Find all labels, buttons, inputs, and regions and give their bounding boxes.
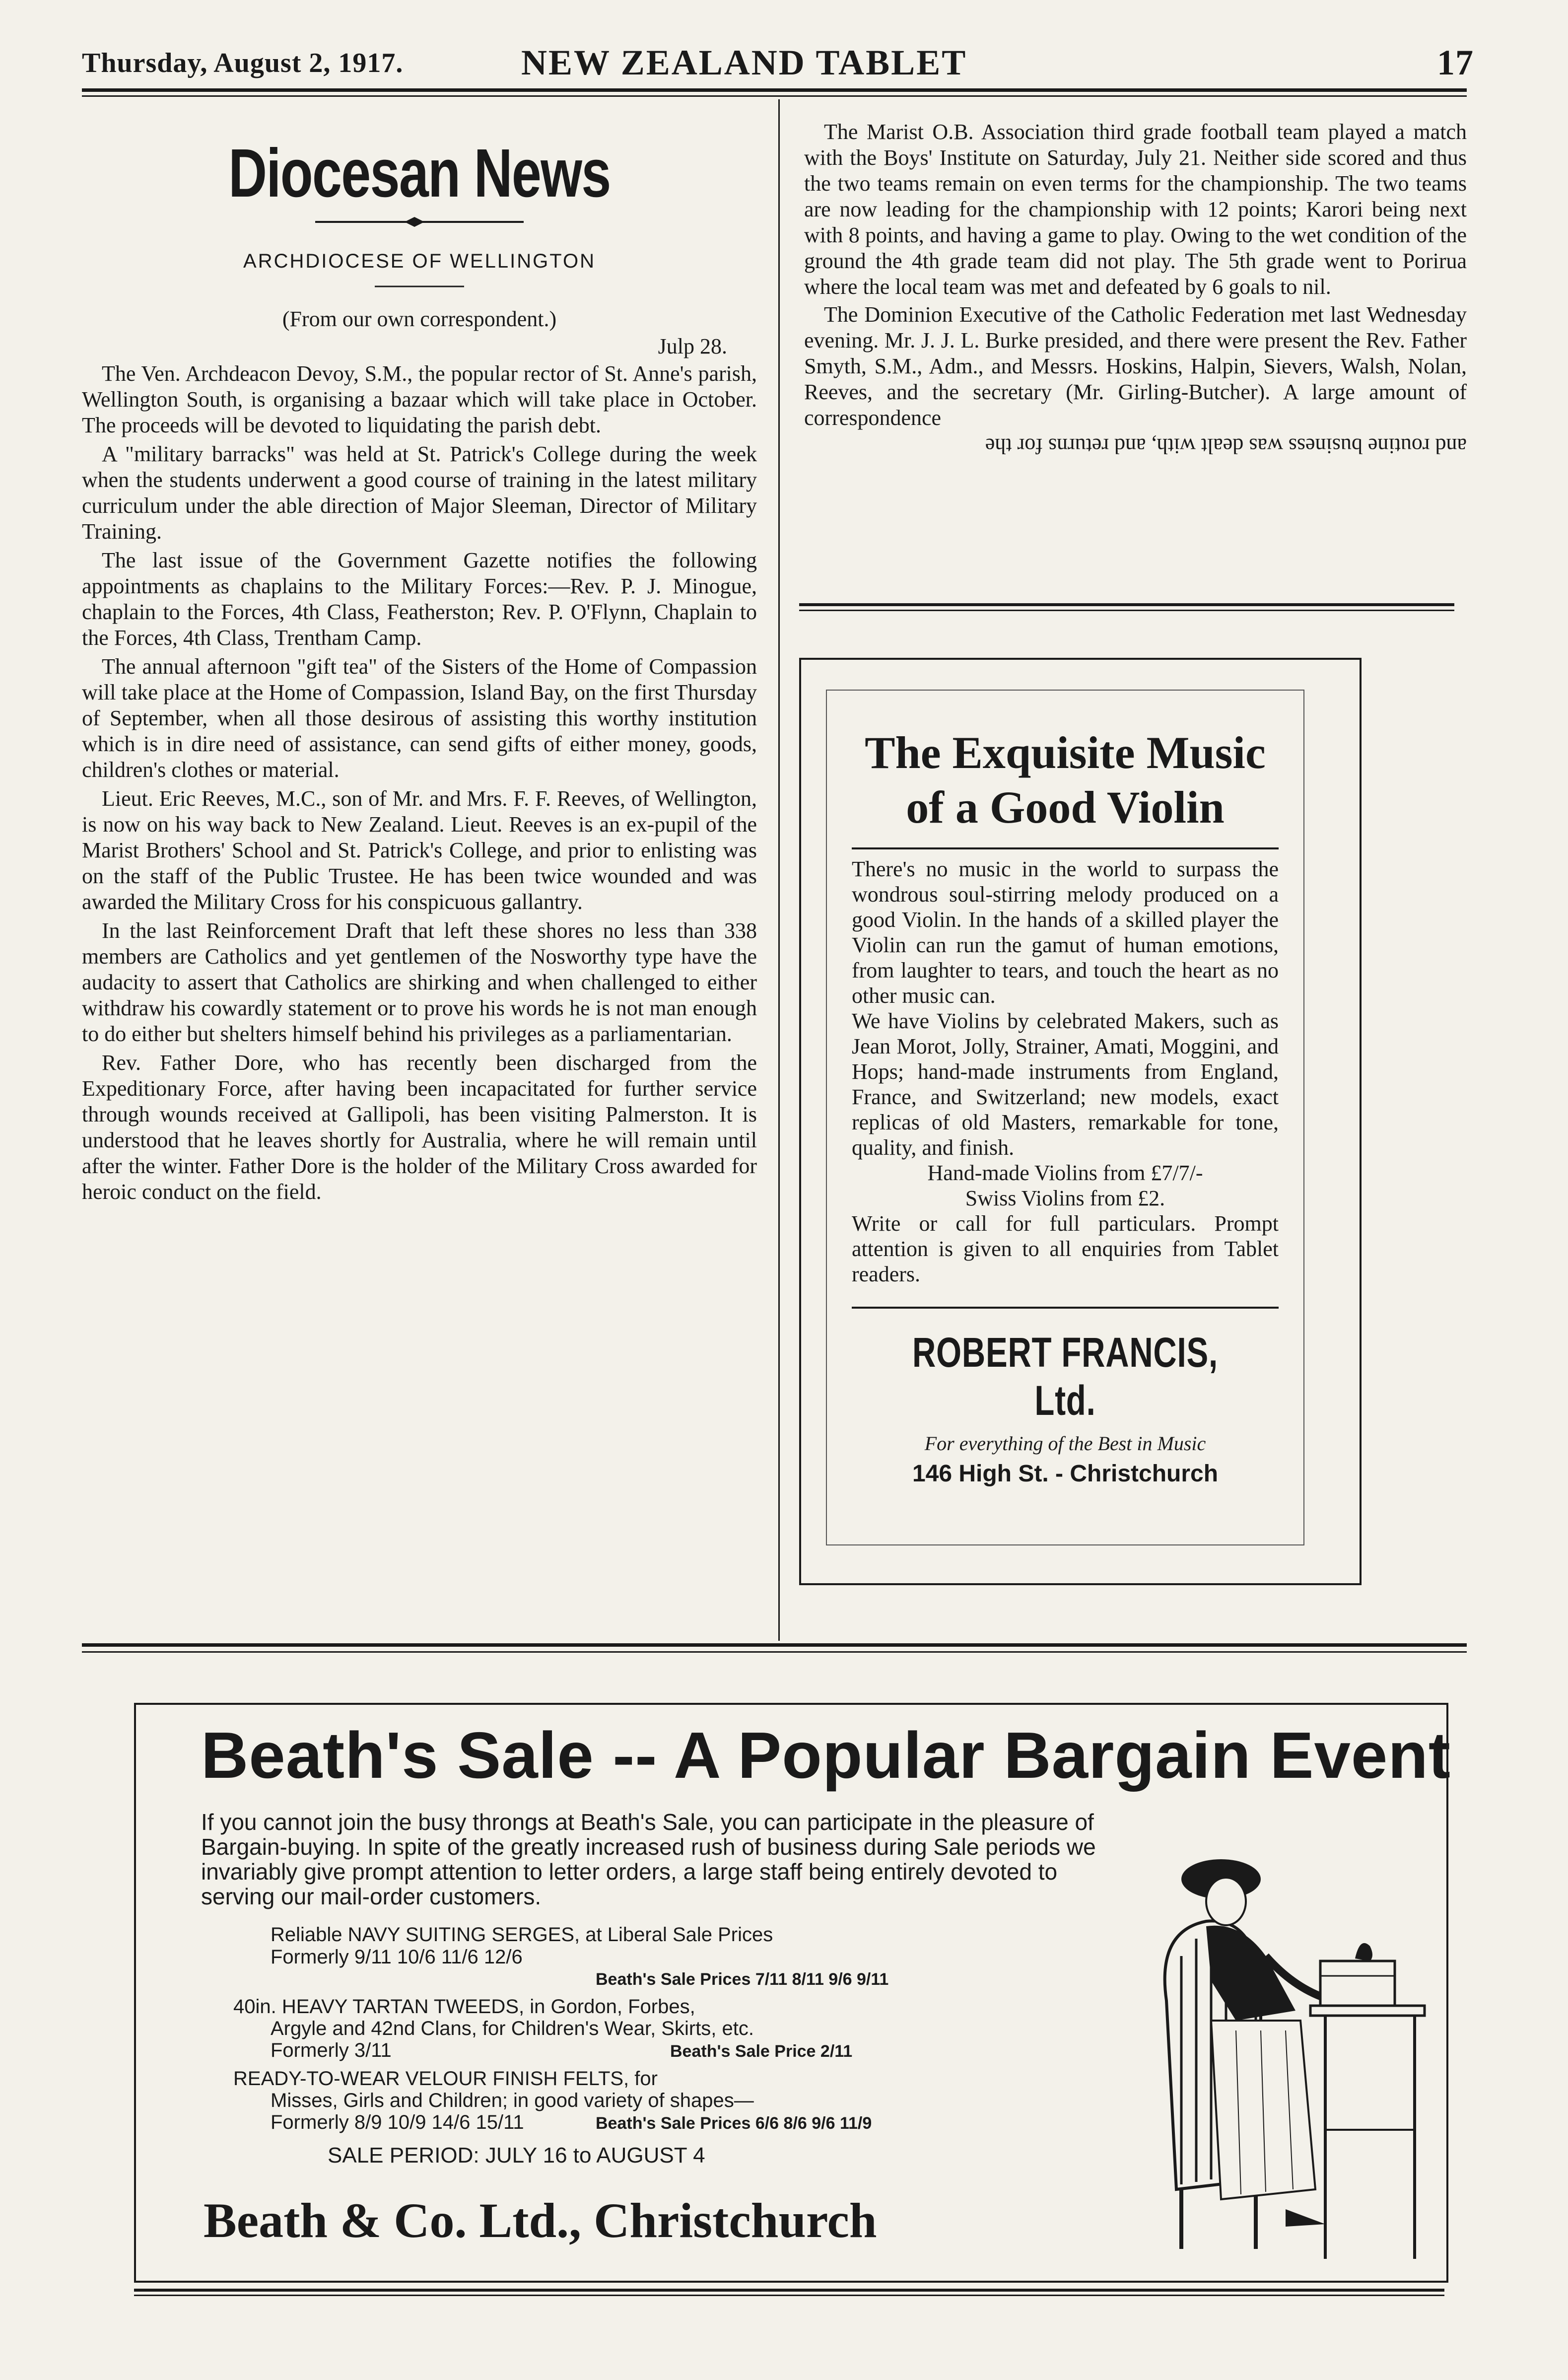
news-paragraph: Rev. Father Dore, who has recently been discharged from the Expeditionary Force, after having been incapacitated for further service through wounds received at Gallipoli, has been visiting Palmerston. It is understood that he leaves shortly for Australia, where he will remain until after the winter. Father Dore is the holder of the Military Cross awarded for heroic conduct on the field. [82,1050,757,1204]
header-rule-thin [82,95,1467,97]
diocesan-news-column [82,119,757,1208]
news-paragraph: The Dominion Executive of the Catholic Federation met last Wednesday evening. Mr. J. J. L. Burke presided, and there were present the Rev. Father Smyth, S.M., Adm., and Messrs. Hoskins, Halpin, Sievers, Walsh, Nolan, Reeves, and the secretary (Mr. Girling-Butcher). A large amount of correspondence [804,302,1467,430]
news-paragraph: In the last Reinforcement Draft that left these shores no less than 338 members are Catholics and yet gentlemen of the Nosworthy type have the audacity to assert that Catholics are shirking and when challenged to either withdraw his cowardly statement or to prove his words he is not man enough to do either but shelters himself behind his privileges as a parliamentarian. [82,918,757,1046]
section-title: Diocesan News [228,135,611,211]
footer-rule-thin [134,2295,1444,2296]
section-rule-thick [82,1643,1467,1647]
right-rule-thin [799,610,1454,611]
subtitle-rule [82,282,757,291]
issue-date: Thursday, August 2, 1917. [82,48,404,78]
beath-company-name: Beath & Co. Ltd., Christchurch [204,2193,877,2248]
sale-item-1-former: Formerly 9/11 10/6 11/6 12/6 [271,1946,523,1968]
sale-item-2-price: Beath's Sale Price 2/11 [670,2042,853,2061]
dateline: Julp 28. [658,334,727,358]
ad-inner-frame [826,690,1304,1545]
news-paragraph: The Marist O.B. Association third grade football team played a match with the Boys' Institute on Saturday, July 21. Neither side scored and thus the two teams remain on even terms for the championship. The two teams are now leading for the championship with 12 points; Karori being next with 8 points, and having a game to play. Owing to the wet condition of the ground the 4th grade team did not play. The 5th grade went to Porirua where the local team was met and defeated by 6 goals to nil. [804,120,1467,299]
sale-item-3-detail: Misses, Girls and Children; in good variety of shapes— [271,2090,754,2111]
company-tagline: For everything of the Best in Music [924,1432,1206,1455]
masthead: NEW ZEALAND TABLET [521,43,967,82]
column-divider [778,99,780,1641]
beath-ad-title: Beath's Sale -- A Popular Bargain Event [201,1719,1451,1792]
woman-at-desk-illustration [1137,1832,1434,2269]
violin-advertisement [799,658,1362,1585]
header-rule-thick [82,88,1467,92]
sale-item-1-price: Beath's Sale Prices 7/11 8/11 9/6 9/11 [596,1970,889,1989]
ad-heading-line2: of a Good Violin [906,782,1225,833]
ad-body-text: There's no music in the world to surpass the wondrous soul-stirring melody produced on a good Violin. In the hands of a skilled player the Violin can run the gamut of human emotions, from laughter to tears, and touch the heart as no other music can. [852,857,1279,1008]
sale-item-1: Reliable NAVY SUITING SERGES, at Liberal Sale Prices [271,1924,773,1946]
ad-rule [852,847,1279,849]
news-paragraph: A "military barracks" was held at St. Patrick's College during the week when the students underwent a good course of training in the latest military curriculum under the able direction of Major Sleeman, Director of Military Training. [82,442,757,544]
correspondent-line: (From our own correspondent.) [282,307,557,331]
sale-item-2: 40in. HEAVY TARTAN TWEEDS, in Gordon, Forbes, [233,1996,695,2018]
price-line: Swiss Violins from £2. [965,1186,1165,1210]
sale-item-2-detail: Argyle and 42nd Clans, for Children's Wear, Skirts, etc. [271,2018,754,2039]
company-address: 146 High St. - Christchurch [912,1461,1219,1487]
page-number: 17 [1437,43,1474,82]
right-news-column [804,119,1467,459]
inverted-line: and routine business was dealt with, and returns for the [985,434,1467,458]
sale-item-3-price: Beath's Sale Prices 6/6 8/6 9/6 11/9 [596,2114,872,2133]
ad-body-text: We have Violins by celebrated Makers, such as Jean Morot, Jolly, Strainer, Amati, Moggini, and Hops; hand-made instruments from England, France, and Switzerland; new models, exact replicas of old Masters, remarkable for tone, quality, and finish. [852,1009,1279,1160]
ad-rule [852,1307,1279,1309]
section-subtitle: ARCHDIOCESE OF WELLINGTON [243,250,596,272]
section-rule-thin [82,1651,1467,1653]
company-name: ROBERT FRANCIS, Ltd. [912,1329,1218,1424]
ad-heading-line1: The Exquisite Music [865,727,1266,778]
sale-item-3: READY-TO-WEAR VELOUR FINISH FELTS, for [233,2068,658,2090]
news-paragraph: The last issue of the Government Gazette notifies the following appointments as chaplains to the Military Forces:—Rev. P. J. Minogue, chaplain to the Forces, 4th Class, Featherston; Rev. P. O'Flynn, Chaplain to the Forces, 4th Class, Trentham Camp. [82,548,757,650]
title-ornament [82,216,757,230]
price-line: Hand-made Violins from £7/7/- [927,1161,1203,1185]
sale-item-3-former: Formerly 8/9 10/9 14/6 15/11 [271,2111,524,2133]
sale-period: SALE PERIOD: JULY 16 to AUGUST 4 [328,2143,705,2168]
beath-ad-intro: If you cannot join the busy throngs at Beath's Sale, you can participate in the pleasure of Bargain-buying. In spite of the greatly increased rush of business during Sale periods we invariably give prompt attention to letter orders, a large staff being entirely devoted to serving our mail-order customers. [201,1809,1096,1909]
news-paragraph: The Ven. Archdeacon Devoy, S.M., the popular rector of St. Anne's parish, Wellington South, is organising a bazaar which will take place in October. The proceeds will be devoted to liquidating the parish debt. [82,361,757,437]
footer-rule-thick [134,2289,1444,2292]
news-paragraph: Lieut. Eric Reeves, M.C., son of Mr. and Mrs. F. F. Reeves, of Wellington, is now on his way back to New Zealand. Lieut. Reeves is an ex-pupil of the Marist Brothers' School and St. Patrick's College, and prior to enlisting was on the staff of the Public Trustee. He has been twice wounded and was awarded the Military Cross for his conspicuous gallantry. [82,786,757,914]
right-rule-thick [799,603,1454,606]
ad-body-text: Write or call for full particulars. Prompt attention is given to all enquiries from Tablet readers. [852,1211,1279,1286]
news-paragraph: The annual afternoon "gift tea" of the Sisters of the Home of Compassion will take place at the Home of Compassion, Island Bay, on the first Thursday of September, when all those desirous of assisting this worthy institution which is in dire need of assistance, can send gifts of either money, goods, children's clothes or material. [82,654,757,782]
sale-item-2-former: Formerly 3/11 [271,2039,392,2061]
